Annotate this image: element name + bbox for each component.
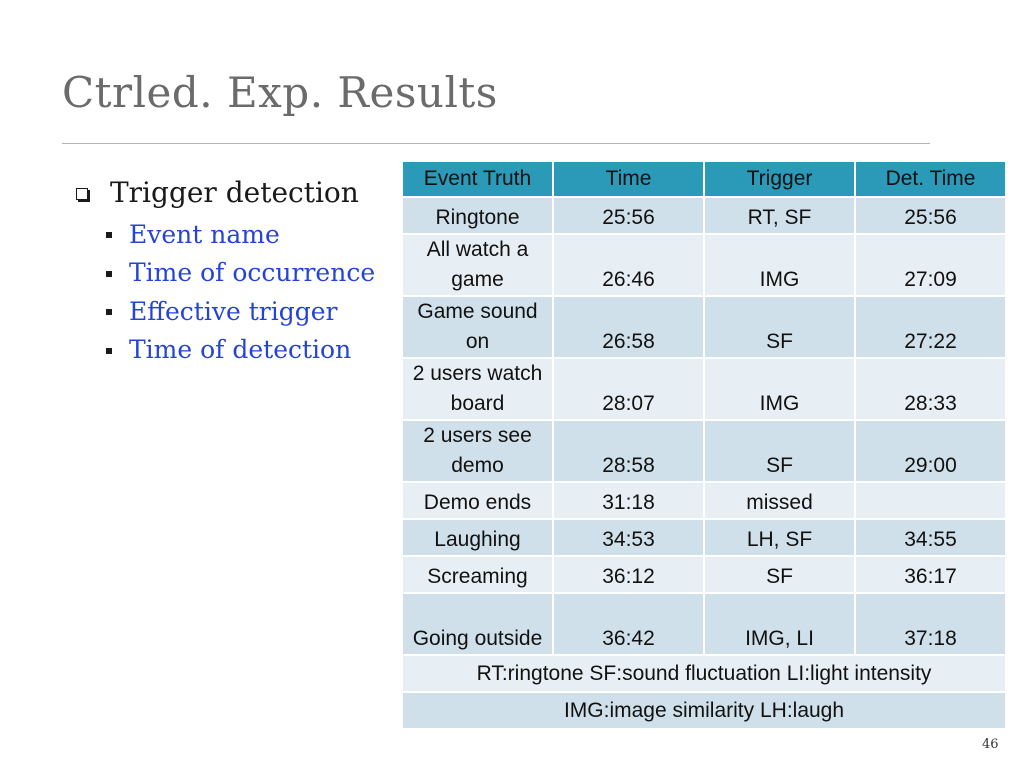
- table-cell: 36:42: [553, 593, 704, 655]
- column-header: Trigger: [704, 161, 855, 197]
- sub-bullet-list: [106, 215, 375, 369]
- title-divider: [62, 143, 930, 144]
- table-row: [402, 482, 1006, 519]
- table-cell: Laughing: [402, 519, 553, 556]
- hollow-square-bullet-icon: [76, 188, 88, 200]
- table-cell: IMG: [704, 234, 855, 296]
- legend-cell: RT:ringtone SF:sound fluctuation LI:light intensity: [402, 655, 1006, 692]
- slide-title: Ctrled. Exp. Results: [62, 68, 498, 117]
- legend-row: [402, 655, 1006, 692]
- page-number: 46: [982, 737, 999, 752]
- table-cell: 27:09: [855, 234, 1006, 296]
- sub-bullet-text: Effective trigger: [129, 296, 338, 326]
- results-table-container: [401, 160, 1007, 730]
- table-cell: 25:56: [553, 197, 704, 234]
- table-cell: Game sound on: [402, 296, 553, 358]
- table-cell: RT, SF: [704, 197, 855, 234]
- square-bullet-icon: [106, 309, 112, 315]
- table-cell: 26:58: [553, 296, 704, 358]
- table-cell: All watch a game: [402, 234, 553, 296]
- sub-bullet-text: Time of detection: [129, 335, 352, 365]
- table-cell: 36:12: [553, 556, 704, 593]
- sub-bullet: [106, 254, 375, 293]
- table-row: [402, 358, 1006, 420]
- sub-bullet: [106, 215, 375, 254]
- table-cell: 37:18: [855, 593, 1006, 655]
- sub-bullet-text: Time of occurrence: [129, 258, 376, 288]
- square-bullet-icon: [106, 348, 112, 354]
- table-cell: IMG: [704, 358, 855, 420]
- square-bullet-icon: [106, 271, 112, 277]
- table-cell: missed: [704, 482, 855, 519]
- table-cell: 34:53: [553, 519, 704, 556]
- table-row: [402, 234, 1006, 296]
- table-row: [402, 420, 1006, 482]
- table-cell: Going outside: [402, 593, 553, 655]
- main-bullet-text: Trigger detection: [110, 175, 359, 209]
- table-cell: LH, SF: [704, 519, 855, 556]
- main-bullet: [76, 172, 375, 212]
- table-cell: 28:58: [553, 420, 704, 482]
- table-cell: 28:33: [855, 358, 1006, 420]
- table-cell: 25:56: [855, 197, 1006, 234]
- table-cell: SF: [704, 296, 855, 358]
- sub-bullet: [106, 292, 375, 331]
- table-cell: SF: [704, 556, 855, 593]
- table-cell: 29:00: [855, 420, 1006, 482]
- table-cell: 2 users see demo: [402, 420, 553, 482]
- table-cell: 34:55: [855, 519, 1006, 556]
- table-row: [402, 519, 1006, 556]
- table-cell: 2 users watch board: [402, 358, 553, 420]
- results-table: [401, 160, 1007, 730]
- table-cell: 36:17: [855, 556, 1006, 593]
- sub-bullet: [106, 331, 375, 370]
- legend-cell: IMG:image similarity LH:laugh: [402, 692, 1006, 729]
- column-header: Time: [553, 161, 704, 197]
- column-header: Det. Time: [855, 161, 1006, 197]
- square-bullet-icon: [106, 232, 112, 238]
- table-cell: Ringtone: [402, 197, 553, 234]
- table-cell: [855, 482, 1006, 519]
- table-row: [402, 296, 1006, 358]
- table-cell: 28:07: [553, 358, 704, 420]
- table-cell: IMG, LI: [704, 593, 855, 655]
- sub-bullet-text: Event name: [129, 219, 280, 249]
- table-cell: 26:46: [553, 234, 704, 296]
- table-row: [402, 593, 1006, 655]
- table-cell: 27:22: [855, 296, 1006, 358]
- legend-row: [402, 692, 1006, 729]
- table-cell: SF: [704, 420, 855, 482]
- table-row: [402, 556, 1006, 593]
- table-cell: 31:18: [553, 482, 704, 519]
- table-cell: Demo ends: [402, 482, 553, 519]
- table-cell: Screaming: [402, 556, 553, 593]
- table-row: [402, 197, 1006, 234]
- column-header: Event Truth: [402, 161, 553, 197]
- bullet-list: [76, 172, 375, 369]
- table-header-row: [402, 161, 1006, 197]
